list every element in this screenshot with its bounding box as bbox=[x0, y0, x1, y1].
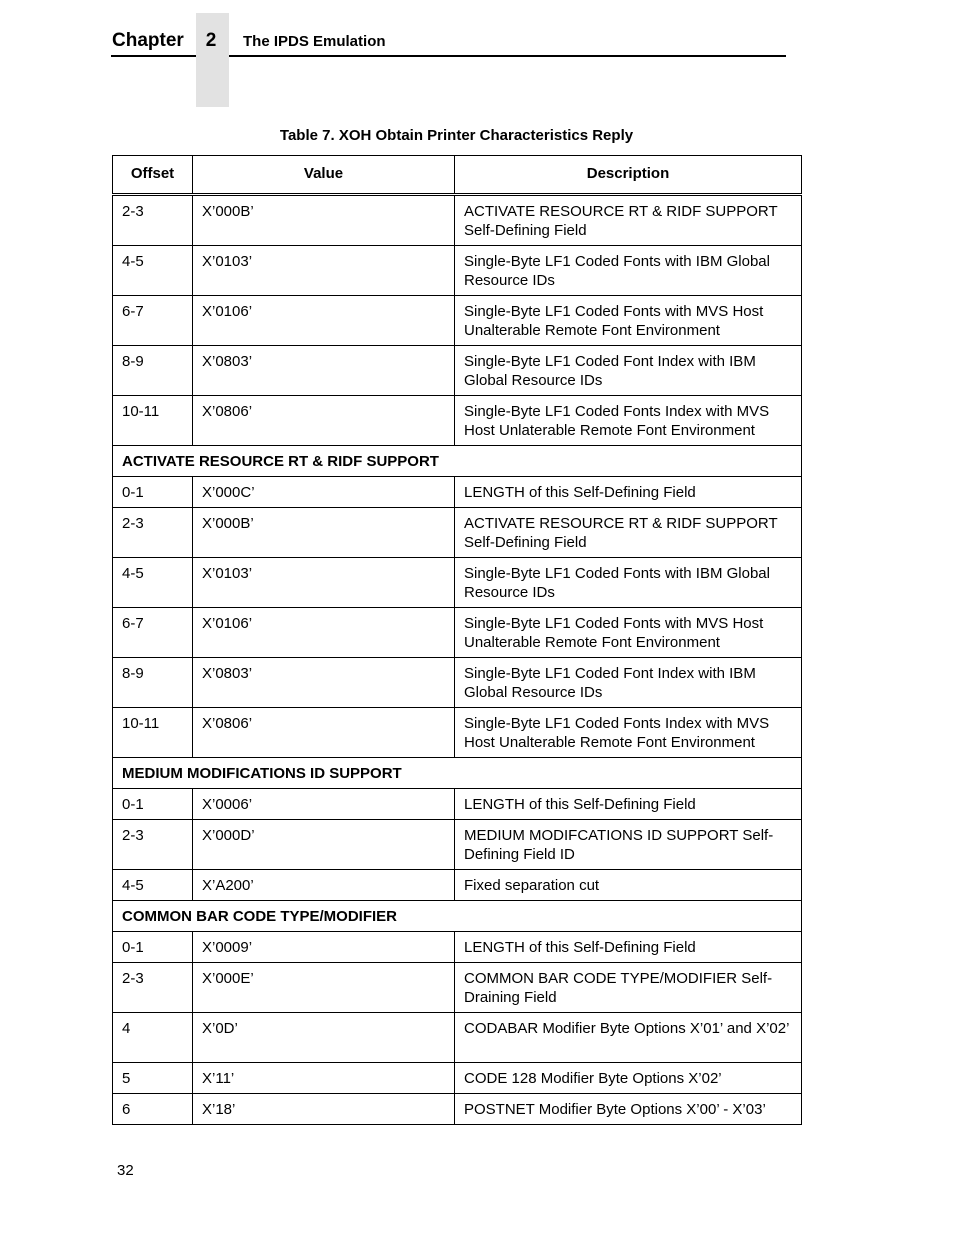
value-cell: X’0803’ bbox=[193, 346, 455, 396]
section-title: The IPDS Emulation bbox=[243, 33, 386, 50]
description-cell: CODABAR Modifier Byte Options X’01’ and X’02’ bbox=[455, 1013, 802, 1063]
value-cell: X’0103’ bbox=[193, 558, 455, 608]
offset-cell: 0-1 bbox=[113, 789, 193, 820]
offset-cell: 10-11 bbox=[113, 396, 193, 446]
offset-cell: 6 bbox=[113, 1094, 193, 1125]
description-cell: Fixed separation cut bbox=[455, 870, 802, 901]
table-row bbox=[113, 246, 802, 296]
section-row bbox=[113, 901, 802, 932]
table-row bbox=[113, 1063, 802, 1094]
table-row bbox=[113, 1094, 802, 1125]
table-row bbox=[113, 708, 802, 758]
value-cell: X’0103’ bbox=[193, 246, 455, 296]
characteristics-table bbox=[112, 155, 802, 1125]
description-cell: CODE 128 Modifier Byte Options X’02’ bbox=[455, 1063, 802, 1094]
description-cell: Single-Byte LF1 Coded Fonts with MVS Host Unalterable Remote Font Environment bbox=[455, 296, 802, 346]
table-row bbox=[113, 1013, 802, 1063]
table-row bbox=[113, 195, 802, 246]
offset-cell: 2-3 bbox=[113, 195, 193, 246]
description-cell: LENGTH of this Self-Defining Field bbox=[455, 932, 802, 963]
offset-cell: 4 bbox=[113, 1013, 193, 1063]
value-cell: X’0806’ bbox=[193, 396, 455, 446]
table-row bbox=[113, 820, 802, 870]
offset-cell: 4-5 bbox=[113, 246, 193, 296]
description-cell: Single-Byte LF1 Coded Fonts Index with MVS Host Unlaterable Remote Font Environment bbox=[455, 396, 802, 446]
offset-cell: 5 bbox=[113, 1063, 193, 1094]
offset-cell: 8-9 bbox=[113, 658, 193, 708]
value-cell: X’0106’ bbox=[193, 608, 455, 658]
table-row bbox=[113, 658, 802, 708]
description-cell: Single-Byte LF1 Coded Fonts with IBM Global Resource IDs bbox=[455, 558, 802, 608]
offset-cell: 2-3 bbox=[113, 963, 193, 1013]
offset-cell: 6-7 bbox=[113, 608, 193, 658]
offset-cell: 0-1 bbox=[113, 932, 193, 963]
table-row bbox=[113, 963, 802, 1013]
value-cell: X’0803’ bbox=[193, 658, 455, 708]
value-cell: X’0D’ bbox=[193, 1013, 455, 1063]
offset-cell: 4-5 bbox=[113, 558, 193, 608]
chapter-number: 2 bbox=[205, 30, 217, 51]
value-cell: X’A200’ bbox=[193, 870, 455, 901]
offset-cell: 0-1 bbox=[113, 477, 193, 508]
chapter-label: Chapter bbox=[112, 30, 184, 51]
description-cell: ACTIVATE RESOURCE RT & RIDF SUPPORT Self-Defining Field bbox=[455, 195, 802, 246]
page-number: 32 bbox=[117, 1162, 134, 1179]
table-caption: Table 7. XOH Obtain Printer Characteristics Reply bbox=[279, 127, 634, 144]
offset-cell: 6-7 bbox=[113, 296, 193, 346]
table-row bbox=[113, 932, 802, 963]
table-row bbox=[113, 508, 802, 558]
section-heading: COMMON BAR CODE TYPE/MODIFIER bbox=[113, 901, 802, 932]
section-heading: MEDIUM MODIFICATIONS ID SUPPORT bbox=[113, 758, 802, 789]
chapter-tab-background bbox=[196, 13, 229, 107]
description-cell: LENGTH of this Self-Defining Field bbox=[455, 789, 802, 820]
offset-cell: 2-3 bbox=[113, 508, 193, 558]
value-cell: X’0806’ bbox=[193, 708, 455, 758]
column-header-offset: Offset bbox=[113, 156, 193, 195]
offset-cell: 2-3 bbox=[113, 820, 193, 870]
value-cell: X’000B’ bbox=[193, 508, 455, 558]
offset-cell: 10-11 bbox=[113, 708, 193, 758]
column-header-description: Description bbox=[455, 156, 802, 195]
value-cell: X’0106’ bbox=[193, 296, 455, 346]
description-cell: Single-Byte LF1 Coded Fonts with MVS Host Unalterable Remote Font Environment bbox=[455, 608, 802, 658]
table-row bbox=[113, 870, 802, 901]
header-rule-right bbox=[229, 55, 786, 57]
value-cell: X’0006’ bbox=[193, 789, 455, 820]
table-row bbox=[113, 608, 802, 658]
description-cell: MEDIUM MODIFCATIONS ID SUPPORT Self-Defining Field ID bbox=[455, 820, 802, 870]
section-heading: ACTIVATE RESOURCE RT & RIDF SUPPORT bbox=[113, 446, 802, 477]
section-row bbox=[113, 758, 802, 789]
description-cell: Single-Byte LF1 Coded Fonts with IBM Global Resource IDs bbox=[455, 246, 802, 296]
value-cell: X’11’ bbox=[193, 1063, 455, 1094]
description-cell: ACTIVATE RESOURCE RT & RIDF SUPPORT Self-Defining Field bbox=[455, 508, 802, 558]
description-cell: POSTNET Modifier Byte Options X’00’ - X’03’ bbox=[455, 1094, 802, 1125]
table-row bbox=[113, 296, 802, 346]
offset-cell: 4-5 bbox=[113, 870, 193, 901]
description-cell: Single-Byte LF1 Coded Font Index with IBM Global Resource IDs bbox=[455, 346, 802, 396]
table-row bbox=[113, 789, 802, 820]
table-row bbox=[113, 558, 802, 608]
table-row bbox=[113, 396, 802, 446]
value-cell: X’000D’ bbox=[193, 820, 455, 870]
description-cell: LENGTH of this Self-Defining Field bbox=[455, 477, 802, 508]
value-cell: X’000B’ bbox=[193, 195, 455, 246]
table-row bbox=[113, 346, 802, 396]
column-header-value: Value bbox=[193, 156, 455, 195]
value-cell: X’000E’ bbox=[193, 963, 455, 1013]
value-cell: X’0009’ bbox=[193, 932, 455, 963]
description-cell: Single-Byte LF1 Coded Font Index with IBM Global Resource IDs bbox=[455, 658, 802, 708]
table-header-row bbox=[113, 156, 802, 195]
table-row bbox=[113, 477, 802, 508]
value-cell: X’18’ bbox=[193, 1094, 455, 1125]
section-row bbox=[113, 446, 802, 477]
header-rule-left bbox=[111, 55, 196, 57]
description-cell: Single-Byte LF1 Coded Fonts Index with MVS Host Unalterable Remote Font Environment bbox=[455, 708, 802, 758]
value-cell: X’000C’ bbox=[193, 477, 455, 508]
offset-cell: 8-9 bbox=[113, 346, 193, 396]
description-cell: COMMON BAR CODE TYPE/MODIFIER Self-Draining Field bbox=[455, 963, 802, 1013]
